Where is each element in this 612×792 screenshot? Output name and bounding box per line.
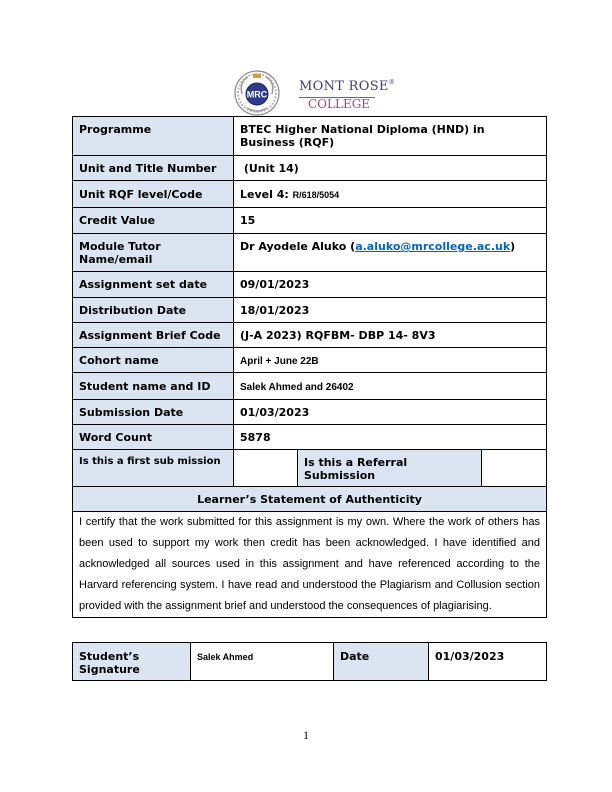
tutor-email-link[interactable]: a.aluko@mrcollege.ac.uk: [355, 240, 511, 253]
submission-value: 01/03/2023: [234, 400, 547, 425]
tutor-label: Module Tutor Name/email: [73, 234, 234, 272]
submission-label: Submission Date: [73, 400, 234, 425]
referral-label: Is this a Referral Submission: [298, 450, 482, 487]
brief-code-label: Assignment Brief Code: [73, 323, 234, 348]
unit-title-value: (Unit 14): [234, 156, 547, 181]
row-unit-rqf: [73, 181, 547, 208]
row-set-date: [73, 272, 547, 298]
credit-label: Credit Value: [73, 208, 234, 234]
programme-label: Programme: [73, 117, 234, 156]
row-word-count: [73, 425, 547, 450]
brief-code-value: (J-A 2023) RQFBM- DBP 14- 8V3: [234, 323, 547, 348]
row-programme: [73, 117, 547, 156]
unit-title-label: Unit and Title Number: [73, 156, 234, 181]
row-authenticity-heading: [73, 487, 547, 512]
date-value: 01/03/2023: [429, 643, 547, 681]
set-date-label: Assignment set date: [73, 272, 234, 298]
tutor-close-paren: ): [510, 240, 516, 253]
credit-value: 15: [234, 208, 547, 234]
tutor-name: Dr Ayodele Aluko (: [240, 240, 356, 253]
row-brief-code: [73, 323, 547, 348]
word-count-label: Word Count: [73, 425, 234, 450]
first-sub-value[interactable]: [234, 450, 298, 487]
assignment-cover-table: [72, 116, 547, 618]
row-submission: [73, 400, 547, 425]
row-student: [73, 373, 547, 400]
tutor-value: [234, 234, 547, 272]
date-label: Date: [334, 643, 429, 681]
student-value: [234, 373, 547, 400]
college-seal-icon: [233, 70, 281, 116]
authenticity-heading: Learner’s Statement of Authenticity: [73, 487, 547, 512]
distribution-value: 18/01/2023: [234, 298, 547, 323]
word-count-value: 5878: [234, 425, 547, 450]
row-cohort: [73, 348, 547, 373]
svg-text:MRC: MRC: [246, 89, 268, 100]
signature-table: [72, 642, 547, 681]
signature-value: [191, 643, 334, 681]
signature-label: Student’s Signature: [73, 643, 191, 681]
row-distribution: [73, 298, 547, 323]
brand-line-1: MONT ROSE®: [299, 79, 396, 94]
row-tutor: [73, 234, 547, 272]
signature-text: Salek Ahmed: [197, 652, 254, 662]
unit-rqf-code: R/618/5054: [292, 189, 340, 200]
student-text: Salek Ahmed and 26402: [240, 381, 354, 393]
unit-rqf-label: Unit RQF level/Code: [73, 181, 234, 208]
row-signature: [73, 643, 547, 681]
student-label: Student name and ID: [73, 373, 234, 400]
first-sub-label: Is this a first sub mission: [73, 450, 234, 487]
unit-rqf-value: [234, 181, 547, 208]
college-logo: [233, 70, 396, 118]
row-authenticity-text: [73, 512, 547, 618]
row-unit-title: [73, 156, 547, 181]
referral-value[interactable]: [482, 450, 547, 487]
unit-rqf-level: Level 4:: [240, 187, 293, 201]
distribution-label: Distribution Date: [73, 298, 234, 323]
row-credit: [73, 208, 547, 234]
cohort-label: Cohort name: [73, 348, 234, 373]
authenticity-statement: I certify that the work submitted for this assignment is my own. Where the work of others has been used to support my work then credit has been acknowledged. I have identified and acknowledged all sources used in this assignment and have referenced according to the Harvard referencing system. I have read and understood the Plagiarism and Collusion section provided with the assignment brief and understood the consequences of plagiarising.: [73, 512, 547, 618]
page-number: 1: [303, 728, 309, 742]
brand-line-2: COLLEGE: [308, 97, 371, 111]
programme-value: BTEC Higher National Diploma (HND) in Business (RQF): [234, 117, 547, 156]
row-submission-type: [73, 450, 547, 487]
cohort-value: [234, 348, 547, 373]
cohort-text: April + June 22B: [240, 355, 319, 367]
set-date-value: 09/01/2023: [234, 272, 547, 298]
